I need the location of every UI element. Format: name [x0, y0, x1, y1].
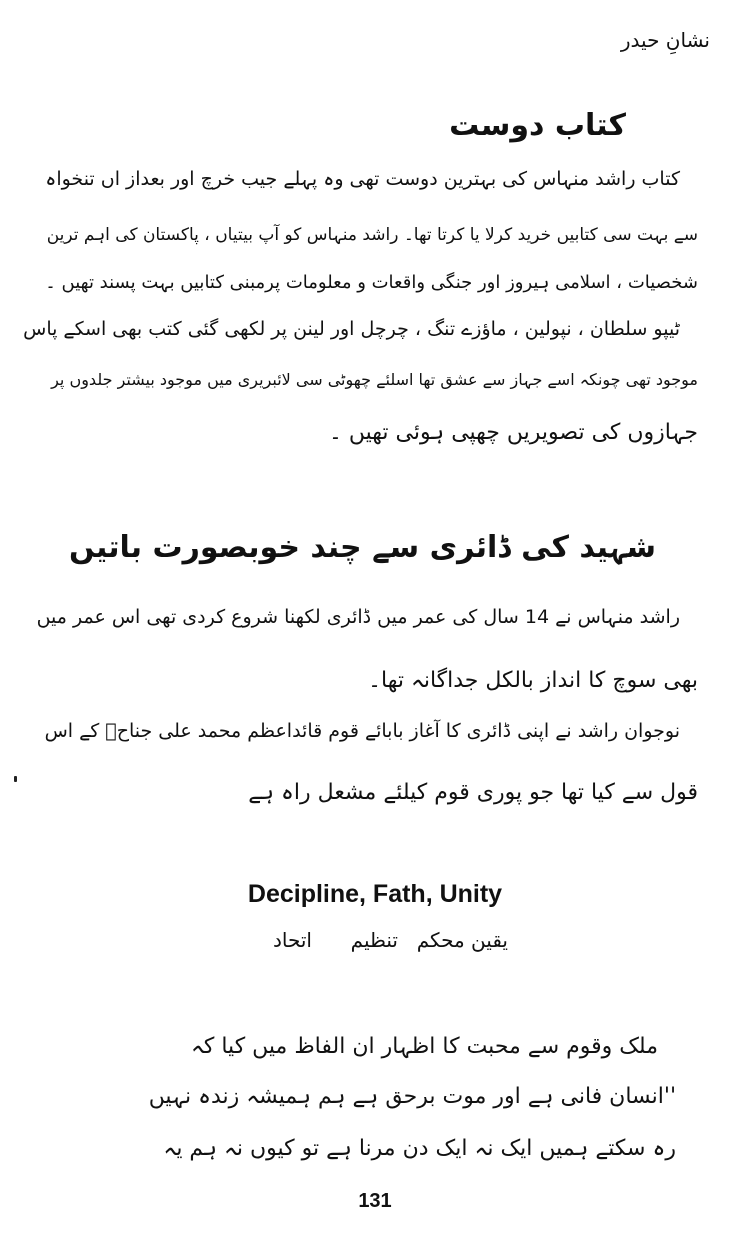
section-heading-diary: شہید کی ڈائری سے چند خوبصورت باتیں	[69, 530, 656, 565]
paragraph-line: کتاب راشد منہاس کی بہترین دوست تھی وہ پہلے جیب خرچ اور بعداز اں تنخواہ	[45, 168, 680, 190]
paragraph-line: قول سے کیا تھا جو پوری قوم کیلئے مشعل راہ ہے	[248, 780, 698, 805]
quote-line: ''انسان فانی ہے اور موت برحق ہے ہم ہمیشہ زندہ نہیں	[148, 1084, 676, 1109]
paragraph-line: نوجوان راشد نے اپنی ڈائری کا آغاز بابائے قوم قائداعظم محمد علی جناحؒ کے اس	[44, 720, 680, 742]
page-number: 131	[358, 1190, 392, 1212]
paragraph-line: بھی سوچ کا انداز بالکل جداگانہ تھا۔	[368, 668, 698, 693]
section-heading-kitab-dost: کتاب دوست	[449, 108, 626, 143]
motto-english: Decipline, Fath, Unity	[247, 880, 503, 908]
paragraph-line: ٹیپو سلطان ، نپولین ، ماؤزے تنگ ، چرچل اور لینن پر لکھی گئی کتب بھی اسکے پاس	[23, 318, 680, 340]
paragraph-line: جہازوں کی تصویریں چھپی ہوئی تھیں ۔	[328, 420, 698, 445]
running-head: نشانِ حیدر	[620, 28, 710, 52]
print-speck	[14, 776, 17, 782]
motto-word: یقین محکم	[416, 928, 508, 952]
paragraph-line: شخصیات ، اسلامی ہیروز اور جنگی واقعات و معلومات پرمبنی کتابیں بہت پسند تھیں ۔	[45, 272, 698, 293]
motto-word: اتحاد	[272, 928, 312, 952]
motto-word: تنظیم	[350, 928, 398, 952]
paragraph-line: سے بہت سی کتابیں خرید کرلا یا کرتا تھا۔ راشد منہاس کو آپ بیتیاں ، پاکستان کی اہم ترین	[46, 225, 698, 245]
quote-line: ملک وقوم سے محبت کا اظہار ان الفاظ میں کیا کہ	[191, 1034, 658, 1059]
quote-line: رہ سکتے ہمیں ایک نہ ایک دن مرنا ہے تو کیوں نہ ہم یہ	[163, 1136, 676, 1161]
paragraph-line: موجود تھی چونکہ اسے جہاز سے عشق تھا اسلئے چھوٹی سی لائبریری میں موجود بیشتر جلدوں پر	[51, 370, 698, 389]
paragraph-line: راشد منہاس نے 14 سال کی عمر میں ڈائری لکھنا شروع کردی تھی اس عمر میں	[36, 606, 680, 628]
motto-urdu	[258, 928, 508, 962]
